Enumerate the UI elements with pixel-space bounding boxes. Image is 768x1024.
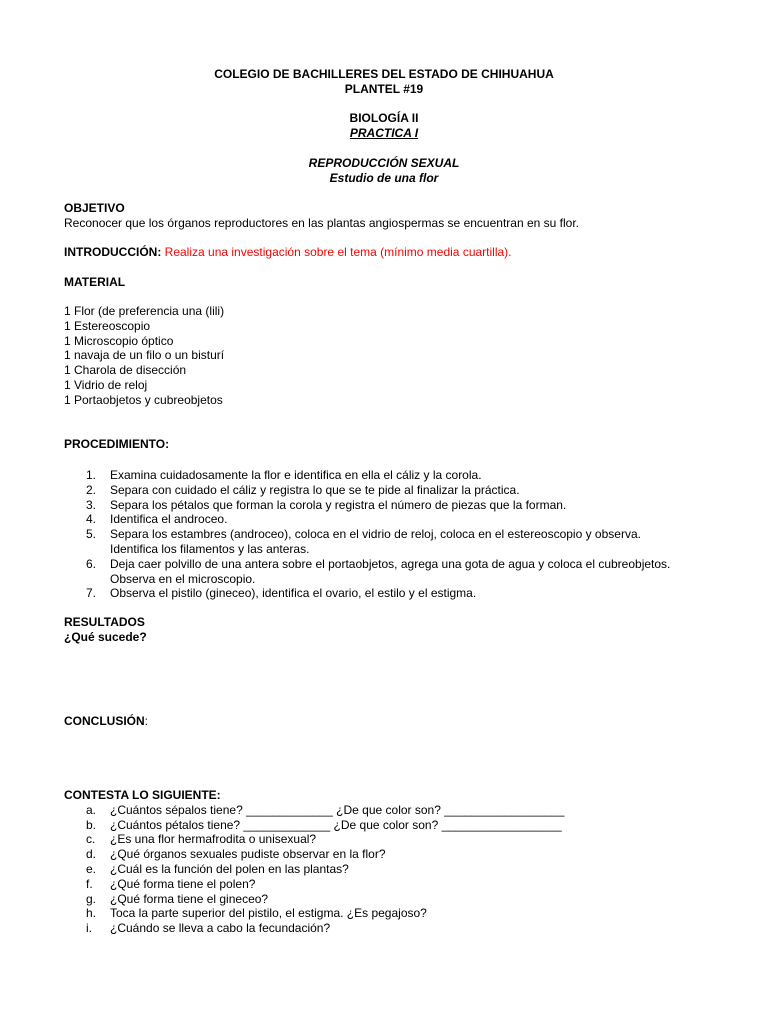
procedure-heading: PROCEDIMIENTO: bbox=[64, 437, 170, 451]
subtopic-title: Estudio de una flor bbox=[329, 170, 439, 185]
question-item bbox=[64, 832, 704, 847]
material-heading: MATERIAL bbox=[64, 275, 126, 289]
question-item bbox=[64, 906, 704, 921]
step-text: Separa los pétalos que forman la corola y registra el número de piezas que la forman. bbox=[110, 497, 567, 512]
introduction-text: Realiza una investigación sobre el tema (mínimo media cuartilla). bbox=[164, 245, 512, 259]
material-item: 1 Vidrio de reloj bbox=[64, 377, 148, 392]
conclusion-colon: : bbox=[144, 714, 149, 728]
procedure-step bbox=[64, 468, 704, 483]
subject-title: BIOLOGÍA II bbox=[349, 111, 419, 125]
step-text-continued: Observa en el microscopio. bbox=[110, 571, 256, 586]
question-letter: i. bbox=[86, 921, 92, 936]
question-text: ¿Cuándo se lleva a cabo la fecundación? bbox=[110, 921, 331, 936]
material-item: 1 Flor (de preferencia una (lili) bbox=[64, 304, 225, 318]
step-number: 6. bbox=[86, 556, 97, 571]
question-text: ¿Qué forma tiene el polen? bbox=[110, 876, 256, 891]
step-number: 2. bbox=[86, 482, 97, 497]
step-number: 7. bbox=[86, 586, 97, 601]
procedure-step bbox=[64, 527, 704, 557]
question-item bbox=[64, 877, 704, 892]
step-number: 4. bbox=[86, 512, 97, 527]
material-item: 1 Charola de disección bbox=[64, 363, 187, 378]
procedure-step bbox=[64, 557, 704, 587]
question-item bbox=[64, 818, 704, 833]
material-list bbox=[64, 304, 704, 408]
step-text: Separa los estambres (androceo), coloca en el vidrio de reloj, coloca en el estereoscopio y observa. bbox=[110, 527, 641, 542]
material-section bbox=[64, 275, 704, 290]
question-text: Toca la parte superior del pistilo, el estigma. ¿Es pegajoso? bbox=[110, 906, 427, 921]
question-text: ¿Qué forma tiene el gineceo? bbox=[110, 891, 269, 906]
procedure-step bbox=[64, 586, 704, 601]
material-item: 1 navaja de un filo o un bisturí bbox=[64, 348, 225, 363]
step-text: Observa el pistilo (gineceo), identifica el ovario, el estilo y el estigma. bbox=[110, 586, 477, 601]
objective-section bbox=[64, 201, 704, 231]
topic-title: REPRODUCCIÓN SEXUAL bbox=[308, 156, 460, 170]
question-text: ¿Qué órganos sexuales pudiste observar en la flor? bbox=[110, 847, 386, 862]
procedure-step bbox=[64, 498, 704, 513]
question-item bbox=[64, 921, 704, 936]
question-item bbox=[64, 892, 704, 907]
question-letter: h. bbox=[86, 906, 97, 921]
question-letter: a. bbox=[86, 802, 97, 817]
question-text: ¿Cuántos pétalos tiene? _____________ ¿De que color son? __________________ bbox=[110, 817, 562, 832]
question-item bbox=[64, 847, 704, 862]
subject-block bbox=[64, 111, 704, 141]
step-text: Identifica el androceo. bbox=[110, 512, 228, 527]
topic-block bbox=[64, 156, 704, 186]
question-text: ¿Es una flor hermafrodita o unisexual? bbox=[110, 832, 317, 847]
material-item: 1 Portaobjetos y cubreobjetos bbox=[64, 392, 223, 407]
practice-title: PRACTICA I bbox=[349, 125, 419, 140]
question-letter: d. bbox=[86, 847, 97, 862]
material-item: 1 Estereoscopio bbox=[64, 318, 151, 333]
conclusion-heading: CONCLUSIÓN bbox=[64, 714, 145, 728]
questions-heading: CONTESTA LO SIGUIENTE: bbox=[64, 788, 221, 802]
question-item bbox=[64, 862, 704, 877]
step-number: 1. bbox=[86, 468, 97, 482]
campus-name: PLANTEL #19 bbox=[344, 81, 424, 96]
question-letter: f. bbox=[86, 876, 93, 891]
question-text: ¿Cuál es la función del polen en las plantas? bbox=[110, 861, 349, 876]
step-number: 5. bbox=[86, 527, 97, 542]
results-question: ¿Qué sucede? bbox=[64, 629, 147, 644]
step-text-continued: Identifica los filamentos y las anteras. bbox=[110, 541, 310, 556]
question-text: ¿Cuántos sépalos tiene? _____________ ¿De que color son? __________________ bbox=[110, 802, 565, 817]
question-letter: e. bbox=[86, 861, 97, 876]
results-heading: RESULTADOS bbox=[64, 615, 145, 629]
procedure-section bbox=[64, 437, 704, 452]
procedure-list bbox=[64, 468, 704, 601]
document-header bbox=[64, 67, 704, 97]
introduction-heading: INTRODUCCIÓN: bbox=[64, 245, 162, 259]
question-letter: g. bbox=[86, 891, 97, 906]
conclusion-section bbox=[64, 714, 704, 729]
step-text: Separa con cuidado el cáliz y registra lo que se te pide al finalizar la práctica. bbox=[110, 482, 520, 497]
step-text: Examina cuidadosamente la flor e identifica en ella el cáliz y la corola. bbox=[110, 468, 482, 482]
material-item: 1 Microscopio óptico bbox=[64, 333, 174, 348]
step-text: Deja caer polvillo de una antera sobre el portaobjetos, agrega una gota de agua y coloca el cubreobjetos. bbox=[110, 556, 671, 571]
objective-text: Reconocer que los órganos reproductores en las plantas angiospermas se encuentran en su flor. bbox=[64, 215, 579, 230]
question-letter: c. bbox=[86, 832, 96, 847]
question-letter: b. bbox=[86, 817, 97, 832]
objective-heading: OBJETIVO bbox=[64, 201, 125, 215]
school-name: COLEGIO DE BACHILLERES DEL ESTADO DE CHIHUAHUA bbox=[214, 67, 554, 81]
introduction-section bbox=[64, 245, 704, 260]
results-section bbox=[64, 615, 704, 645]
step-number: 3. bbox=[86, 497, 97, 512]
procedure-step bbox=[64, 483, 704, 498]
question-item bbox=[64, 803, 704, 818]
procedure-step bbox=[64, 512, 704, 527]
questions-section bbox=[64, 788, 704, 936]
